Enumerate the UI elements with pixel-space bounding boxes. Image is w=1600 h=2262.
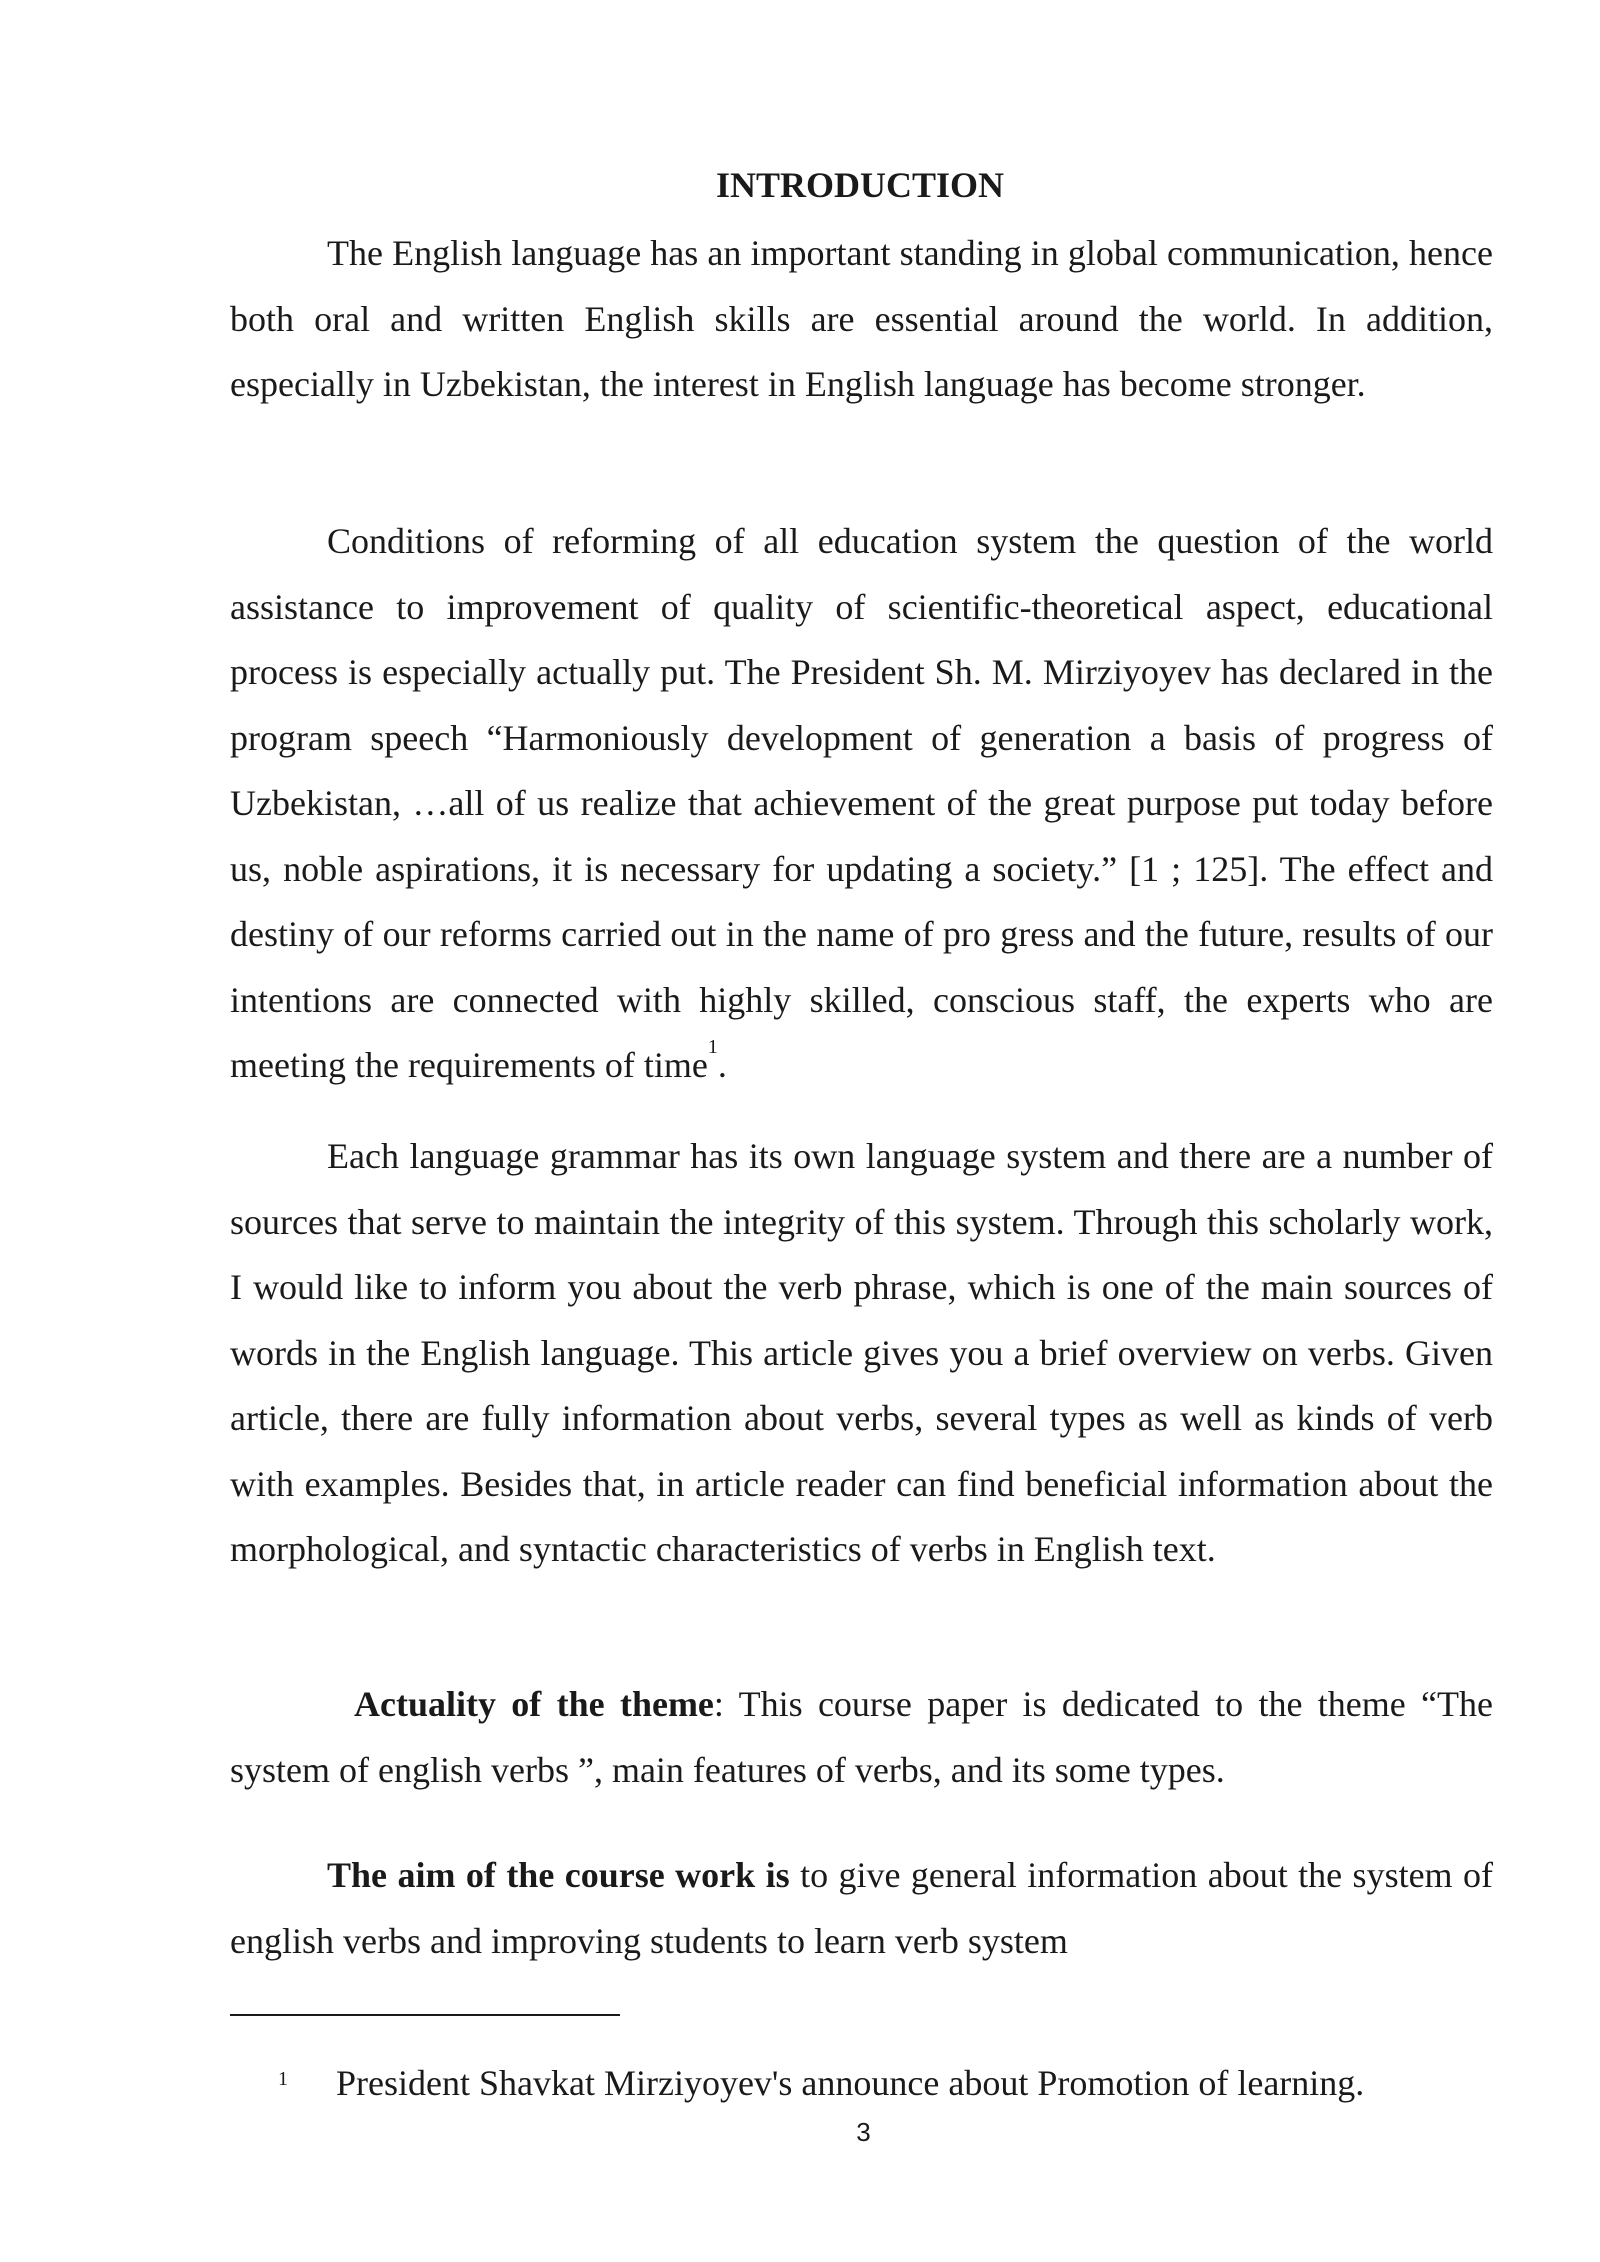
paragraph-1: The English language has an important standing in global communication, hence both oral and written English skills are essential around the world. In addition, especially in Uzbekistan, the interest in English language has become stronger.	[230, 233, 1493, 404]
footnote-reference[interactable]: 1	[707, 1036, 718, 1058]
paragraph-2-text: Conditions of reforming of all education system the question of the world assistance to improvement of quality of scientific-theoretical aspect, educational process is especially actually put. The President Sh. M. Mirziyoyev has declared in the program speech “Harmoniously development of generation a basis of progress of Uzbekistan, …all of us realize that achievement of the great purpose put today before us, noble aspirations, it is necessary for updating a society.” [1 ; 125]. The effect and destiny of our reforms carried out in the name of pro gress and the future, results of our intentions are connected with highly skilled, conscious staff, the experts who are meeting the requirements of time	[230, 521, 1493, 1085]
aim-text: to give general information about the system of english verbs and improving students to learn verb system	[230, 1855, 1493, 1961]
paragraph-2-end: .	[717, 1045, 727, 1085]
aim-heading: The aim of the course work is	[327, 1855, 790, 1895]
actuality-heading: Actuality of the theme	[354, 1684, 714, 1724]
paragraph-aim	[230, 1843, 1493, 1974]
paragraph-2	[230, 509, 1493, 1099]
section-title: INTRODUCTION	[715, 165, 1005, 205]
footnote-mark: 1	[278, 2068, 288, 2090]
paragraph-3: Each language grammar has its own language system and there are a number of sources that serve to maintain the integrity of this system. Through this scholarly work, I would like to inform you about the verb phrase, which is one of the main sources of words in the English language. This article gives you a brief overview on verbs. Given article, there are fully information about verbs, several types as well as kinds of verb with examples. Besides that, in article reader can find beneficial information about the morphological, and syntactic characteristics of verbs in English text.	[230, 1136, 1493, 1569]
paragraph-actuality	[230, 1672, 1493, 1803]
footnote-separator	[230, 2014, 620, 2016]
actuality-text: : This course paper is dedicated to the theme “The system of english verbs ”, main features of verbs, and its some types.	[230, 1684, 1493, 1790]
page-number: 3	[856, 2117, 871, 2147]
footnote-text: President Shavkat Mirziyoyev's announce about Promotion of learning.	[336, 2063, 1365, 2103]
